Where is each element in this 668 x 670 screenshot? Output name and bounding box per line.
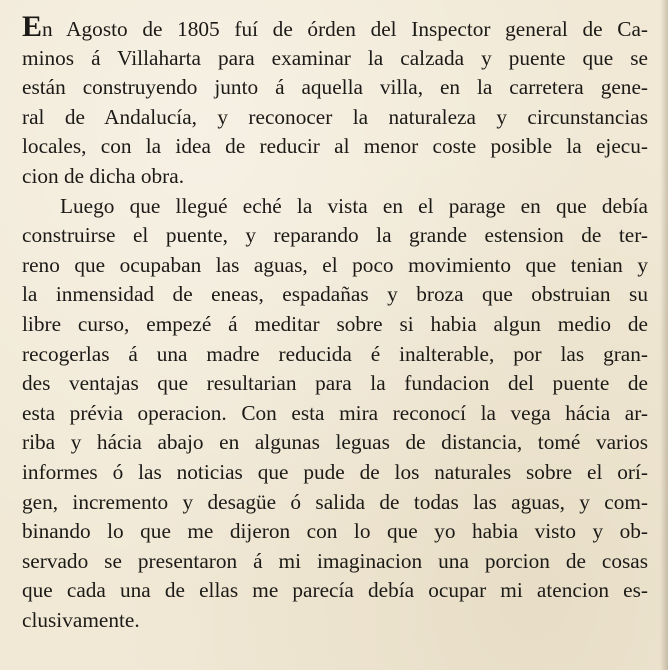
drop-cap: E [22, 10, 43, 43]
paragraph-2-line: servado se presentaron á mi imaginacion una porcion de cosas [22, 548, 648, 573]
paragraph-2-line: binando lo que me dijeron con lo que yo habia visto y ob- [22, 519, 648, 544]
paragraph-2-line: esta prévia operacion. Con esta mira reconocí la vega hácia ar- [22, 400, 648, 425]
paragraph-2-line: gen, incremento y desagüe ó salida de todas las aguas, y com- [22, 489, 648, 514]
paragraph-2 [22, 192, 648, 636]
paragraph-2-line: recogerlas á una madre reducida é inalterable, por las gran- [22, 341, 648, 366]
paragraph-2-line: clusivamente. [22, 607, 140, 632]
paragraph-1-line: ral de Andalucía, y reconocer la naturaleza y circunstancias [22, 104, 648, 129]
paragraph-2-line: Luego que llegué eché la vista en el parage en que debía [60, 193, 648, 218]
paragraph-2-line: des ventajas que resultarian para la fundacion del puente de [22, 371, 648, 396]
paragraph-2-line: libre curso, empezé á meditar sobre si habia algun medio de [22, 311, 648, 336]
paragraph-2-line: riba y hácia abajo en algunas leguas de distancia, tomé varios [22, 430, 648, 455]
paragraph-2-line: construirse el puente, y reparando la grande estension de ter- [22, 223, 648, 248]
page-edge-shadow [660, 0, 668, 670]
paragraph-1-line: cion de dicha obra. [22, 163, 185, 188]
paragraph-1-line: minos á Villaharta para examinar la calzada y puente que se [22, 45, 648, 70]
paragraph-1-line: están construyendo junto á aquella villa, en la carretera gene- [22, 75, 648, 100]
paragraph-1-line: locales, con la idea de reducir al menor coste posible la ejecu- [22, 134, 648, 159]
body-text [22, 10, 648, 635]
paragraph-1 [22, 10, 648, 192]
paragraph-1-line [22, 10, 648, 44]
paragraph-2-line: que cada una de ellas me parecía debía ocupar mi atencion es- [22, 578, 648, 603]
paragraph-2-line: reno que ocupaban las aguas, el poco movimiento que tenian y [22, 252, 648, 277]
paragraph-2-line: la inmensidad de eneas, espadañas y broza que obstruian su [22, 282, 648, 307]
paragraph-2-line: informes ó las noticias que pude de los naturales sobre el orí- [22, 459, 648, 484]
line-text: n Agosto de 1805 fuí de órden del Inspector general de Ca- [42, 17, 648, 41]
